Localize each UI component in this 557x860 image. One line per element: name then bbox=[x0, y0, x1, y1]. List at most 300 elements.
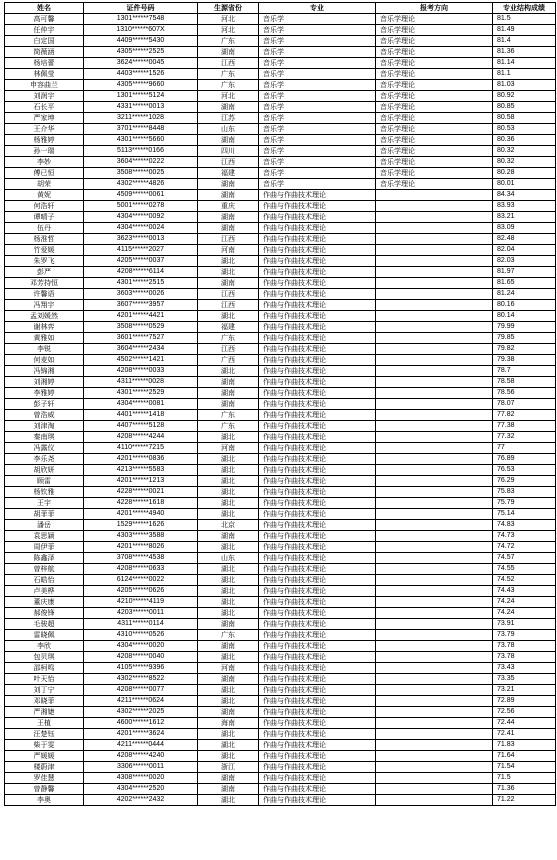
cell-province: 山东 bbox=[198, 124, 259, 135]
table-row bbox=[5, 25, 556, 36]
cell-score: 72.89 bbox=[493, 696, 556, 707]
cell-score: 81.1 bbox=[493, 69, 556, 80]
cell-name: 任仲宇 bbox=[5, 25, 84, 36]
cell-province: 湖北 bbox=[198, 740, 259, 751]
cell-score: 79.82 bbox=[493, 344, 556, 355]
cell-id-number: 4201******4940 bbox=[84, 509, 198, 520]
cell-direction: 音乐学理论 bbox=[376, 146, 493, 157]
cell-province: 湖北 bbox=[198, 487, 259, 498]
table-row bbox=[5, 619, 556, 630]
cell-score: 80.36 bbox=[493, 135, 556, 146]
cell-province: 湖南 bbox=[198, 531, 259, 542]
cell-direction bbox=[376, 476, 493, 487]
table-row bbox=[5, 542, 556, 553]
table-row bbox=[5, 421, 556, 432]
col-header-score: 专业结构成绩 bbox=[493, 3, 556, 14]
cell-direction bbox=[376, 454, 493, 465]
table-row bbox=[5, 685, 556, 696]
cell-score: 83.93 bbox=[493, 201, 556, 212]
cell-score: 77.38 bbox=[493, 421, 556, 432]
cell-direction bbox=[376, 608, 493, 619]
cell-province: 湖北 bbox=[198, 685, 259, 696]
cell-major: 作曲与作曲技术理论 bbox=[259, 300, 376, 311]
cell-name: 竹爱媛 bbox=[5, 245, 84, 256]
cell-name: 何浩轩 bbox=[5, 201, 84, 212]
cell-score: 74.24 bbox=[493, 597, 556, 608]
cell-name: 谢林弈 bbox=[5, 322, 84, 333]
cell-major: 作曲与作曲技术理论 bbox=[259, 190, 376, 201]
table-row bbox=[5, 586, 556, 597]
cell-province: 湖北 bbox=[198, 729, 259, 740]
cell-id-number: 3603******0026 bbox=[84, 289, 198, 300]
cell-direction bbox=[376, 377, 493, 388]
cell-score: 73.43 bbox=[493, 663, 556, 674]
cell-province: 湖北 bbox=[198, 575, 259, 586]
cell-id-number: 4304******0024 bbox=[84, 223, 198, 234]
cell-score: 71.54 bbox=[493, 762, 556, 773]
cell-name: 高可馨 bbox=[5, 14, 84, 25]
table-row bbox=[5, 773, 556, 784]
cell-score: 80.85 bbox=[493, 102, 556, 113]
cell-direction: 音乐学理论 bbox=[376, 25, 493, 36]
cell-province: 浙江 bbox=[198, 762, 259, 773]
cell-name: 申容曲兰 bbox=[5, 80, 84, 91]
cell-direction bbox=[376, 421, 493, 432]
cell-major: 音乐学 bbox=[259, 157, 376, 168]
table-row bbox=[5, 476, 556, 487]
cell-direction: 音乐学理论 bbox=[376, 91, 493, 102]
cell-score: 74.73 bbox=[493, 531, 556, 542]
cell-name: 包贝琪 bbox=[5, 652, 84, 663]
table-row bbox=[5, 256, 556, 267]
table-row bbox=[5, 641, 556, 652]
table-row bbox=[5, 751, 556, 762]
cell-name: 严湘婕 bbox=[5, 707, 84, 718]
table-row bbox=[5, 124, 556, 135]
cell-id-number: 4213******5583 bbox=[84, 465, 198, 476]
cell-direction bbox=[376, 399, 493, 410]
cell-name: 邵柯鸣 bbox=[5, 663, 84, 674]
cell-major: 音乐学 bbox=[259, 113, 376, 124]
table-row bbox=[5, 366, 556, 377]
cell-major: 音乐学 bbox=[259, 146, 376, 157]
cell-direction bbox=[376, 718, 493, 729]
table-row bbox=[5, 520, 556, 531]
cell-major: 音乐学 bbox=[259, 69, 376, 80]
cell-id-number: 4208******0633 bbox=[84, 564, 198, 575]
cell-score: 77 bbox=[493, 443, 556, 454]
cell-major: 作曲与作曲技术理论 bbox=[259, 234, 376, 245]
cell-score: 73.78 bbox=[493, 652, 556, 663]
score-table bbox=[4, 2, 556, 806]
cell-direction bbox=[376, 388, 493, 399]
cell-id-number: 4105******9396 bbox=[84, 663, 198, 674]
cell-province: 湖南 bbox=[198, 179, 259, 190]
cell-major: 作曲与作曲技术理论 bbox=[259, 652, 376, 663]
cell-major: 音乐学 bbox=[259, 58, 376, 69]
cell-score: 80.32 bbox=[493, 157, 556, 168]
cell-direction bbox=[376, 234, 493, 245]
cell-score: 80.53 bbox=[493, 124, 556, 135]
cell-id-number: 4208******4240 bbox=[84, 751, 198, 762]
table-row bbox=[5, 630, 556, 641]
cell-name: 彭严 bbox=[5, 267, 84, 278]
col-header-major: 专业 bbox=[259, 3, 376, 14]
cell-province: 福建 bbox=[198, 168, 259, 179]
cell-province: 湖北 bbox=[198, 476, 259, 487]
cell-score: 82.04 bbox=[493, 245, 556, 256]
cell-score: 75.79 bbox=[493, 498, 556, 509]
cell-id-number: 4600******1612 bbox=[84, 718, 198, 729]
cell-major: 音乐学 bbox=[259, 168, 376, 179]
cell-province: 广东 bbox=[198, 80, 259, 91]
table-row bbox=[5, 487, 556, 498]
cell-score: 80.32 bbox=[493, 146, 556, 157]
cell-direction bbox=[376, 322, 493, 333]
table-row bbox=[5, 113, 556, 124]
cell-id-number: 4303******3588 bbox=[84, 531, 198, 542]
table-row bbox=[5, 157, 556, 168]
table-row bbox=[5, 784, 556, 795]
cell-score: 76.89 bbox=[493, 454, 556, 465]
cell-major: 音乐学 bbox=[259, 25, 376, 36]
cell-province: 湖南 bbox=[198, 388, 259, 399]
cell-direction bbox=[376, 542, 493, 553]
cell-score: 78.07 bbox=[493, 399, 556, 410]
table-row bbox=[5, 718, 556, 729]
cell-id-number: 1301******7548 bbox=[84, 14, 198, 25]
cell-name: 曾浩威 bbox=[5, 410, 84, 421]
cell-province: 江西 bbox=[198, 58, 259, 69]
cell-name: 郝俊锋 bbox=[5, 608, 84, 619]
cell-province: 湖北 bbox=[198, 498, 259, 509]
cell-province: 河南 bbox=[198, 245, 259, 256]
cell-direction bbox=[376, 553, 493, 564]
cell-direction bbox=[376, 531, 493, 542]
cell-name: 董庆康 bbox=[5, 597, 84, 608]
table-row bbox=[5, 388, 556, 399]
cell-major: 作曲与作曲技术理论 bbox=[259, 410, 376, 421]
cell-id-number: 4302******2025 bbox=[84, 707, 198, 718]
cell-name: 叶天怡 bbox=[5, 674, 84, 685]
cell-major: 作曲与作曲技术理论 bbox=[259, 421, 376, 432]
cell-direction: 音乐学理论 bbox=[376, 135, 493, 146]
cell-name: 杨钦雅 bbox=[5, 487, 84, 498]
cell-major: 音乐学 bbox=[259, 47, 376, 58]
cell-major: 作曲与作曲技术理论 bbox=[259, 476, 376, 487]
cell-score: 81.36 bbox=[493, 47, 556, 58]
cell-province: 湖南 bbox=[198, 619, 259, 630]
cell-score: 83.21 bbox=[493, 212, 556, 223]
cell-province: 湖北 bbox=[198, 465, 259, 476]
cell-score: 73.79 bbox=[493, 630, 556, 641]
cell-name: 何麦如 bbox=[5, 355, 84, 366]
table-row bbox=[5, 663, 556, 674]
cell-direction bbox=[376, 366, 493, 377]
cell-major: 作曲与作曲技术理论 bbox=[259, 388, 376, 399]
cell-direction bbox=[376, 674, 493, 685]
cell-name: 谭晴子 bbox=[5, 212, 84, 223]
cell-direction bbox=[376, 652, 493, 663]
cell-name: 周伊菲 bbox=[5, 542, 84, 553]
col-header-direction: 报考方向 bbox=[376, 3, 493, 14]
cell-id-number: 4228******1618 bbox=[84, 498, 198, 509]
cell-major: 音乐学 bbox=[259, 80, 376, 91]
cell-direction bbox=[376, 564, 493, 575]
cell-name: 雷晓佩 bbox=[5, 630, 84, 641]
cell-name: 李妙 bbox=[5, 157, 84, 168]
cell-name: 冯翔宇 bbox=[5, 300, 84, 311]
cell-direction: 音乐学理论 bbox=[376, 179, 493, 190]
table-row bbox=[5, 696, 556, 707]
cell-province: 河北 bbox=[198, 14, 259, 25]
cell-major: 音乐学 bbox=[259, 14, 376, 25]
table-row bbox=[5, 267, 556, 278]
cell-id-number: 4311******0114 bbox=[84, 619, 198, 630]
cell-direction bbox=[376, 344, 493, 355]
cell-major: 作曲与作曲技术理论 bbox=[259, 355, 376, 366]
cell-id-number: 3508******0529 bbox=[84, 322, 198, 333]
table-row bbox=[5, 14, 556, 25]
cell-name: 傅已恒 bbox=[5, 168, 84, 179]
table-row bbox=[5, 729, 556, 740]
table-row bbox=[5, 795, 556, 806]
table-row bbox=[5, 36, 556, 47]
table-row bbox=[5, 91, 556, 102]
cell-score: 71.36 bbox=[493, 784, 556, 795]
table-row bbox=[5, 179, 556, 190]
cell-id-number: 4208******6114 bbox=[84, 267, 198, 278]
cell-major: 作曲与作曲技术理论 bbox=[259, 575, 376, 586]
table-row bbox=[5, 146, 556, 157]
table-body bbox=[5, 14, 556, 806]
cell-direction: 音乐学理论 bbox=[376, 58, 493, 69]
cell-direction bbox=[376, 773, 493, 784]
cell-direction bbox=[376, 201, 493, 212]
cell-province: 湖南 bbox=[198, 377, 259, 388]
cell-id-number: 4302******8522 bbox=[84, 674, 198, 685]
cell-direction bbox=[376, 465, 493, 476]
cell-major: 作曲与作曲技术理论 bbox=[259, 509, 376, 520]
cell-major: 作曲与作曲技术理论 bbox=[259, 201, 376, 212]
cell-score: 80.14 bbox=[493, 311, 556, 322]
table-row bbox=[5, 201, 556, 212]
cell-name: 李奥 bbox=[5, 795, 84, 806]
cell-province: 湖北 bbox=[198, 597, 259, 608]
cell-score: 76.53 bbox=[493, 465, 556, 476]
cell-name: 刘润宇 bbox=[5, 91, 84, 102]
cell-id-number: 4110******7215 bbox=[84, 443, 198, 454]
cell-province: 河南 bbox=[198, 443, 259, 454]
cell-name: 黄雅如 bbox=[5, 333, 84, 344]
cell-province: 湖南 bbox=[198, 47, 259, 58]
cell-province: 湖南 bbox=[198, 399, 259, 410]
cell-major: 作曲与作曲技术理论 bbox=[259, 773, 376, 784]
cell-id-number: 3708******4538 bbox=[84, 553, 198, 564]
cell-name: 杨雅婷 bbox=[5, 135, 84, 146]
cell-direction bbox=[376, 300, 493, 311]
cell-direction bbox=[376, 333, 493, 344]
cell-name: 柴于雯 bbox=[5, 740, 84, 751]
cell-province: 广西 bbox=[198, 355, 259, 366]
cell-score: 74.55 bbox=[493, 564, 556, 575]
cell-province: 湖北 bbox=[198, 432, 259, 443]
cell-direction bbox=[376, 311, 493, 322]
cell-name: 严媛媛 bbox=[5, 751, 84, 762]
cell-direction bbox=[376, 685, 493, 696]
cell-score: 81.4 bbox=[493, 36, 556, 47]
cell-id-number: 3607******3957 bbox=[84, 300, 198, 311]
cell-id-number: 5113******0166 bbox=[84, 146, 198, 157]
cell-id-number: 1301******5124 bbox=[84, 91, 198, 102]
cell-name: 石皓怡 bbox=[5, 575, 84, 586]
cell-province: 北京 bbox=[198, 520, 259, 531]
cell-score: 81.97 bbox=[493, 267, 556, 278]
cell-score: 74.72 bbox=[493, 542, 556, 553]
cell-id-number: 4210******4119 bbox=[84, 597, 198, 608]
table-row bbox=[5, 498, 556, 509]
cell-id-number: 4310******0526 bbox=[84, 630, 198, 641]
cell-province: 湖北 bbox=[198, 795, 259, 806]
table-row bbox=[5, 564, 556, 575]
cell-province: 江西 bbox=[198, 289, 259, 300]
cell-id-number: 4301******2529 bbox=[84, 388, 198, 399]
cell-id-number: 1529******1626 bbox=[84, 520, 198, 531]
cell-name: 杨培蕾 bbox=[5, 58, 84, 69]
cell-id-number: 4301******5660 bbox=[84, 135, 198, 146]
cell-direction bbox=[376, 432, 493, 443]
cell-direction bbox=[376, 740, 493, 751]
cell-major: 作曲与作曲技术理论 bbox=[259, 432, 376, 443]
table-row bbox=[5, 432, 556, 443]
cell-name: 朱罗飞 bbox=[5, 256, 84, 267]
table-row bbox=[5, 223, 556, 234]
cell-id-number: 4403******1526 bbox=[84, 69, 198, 80]
header-row bbox=[5, 3, 556, 14]
table-row bbox=[5, 399, 556, 410]
cell-score: 73.91 bbox=[493, 619, 556, 630]
cell-name: 曾静馨 bbox=[5, 784, 84, 795]
table-row bbox=[5, 135, 556, 146]
cell-name: 严家坤 bbox=[5, 113, 84, 124]
cell-name: 顾雷 bbox=[5, 476, 84, 487]
cell-score: 81.24 bbox=[493, 289, 556, 300]
cell-direction: 音乐学理论 bbox=[376, 168, 493, 179]
cell-id-number: 3624******0045 bbox=[84, 58, 198, 69]
cell-direction: 音乐学理论 bbox=[376, 80, 493, 91]
cell-major: 作曲与作曲技术理论 bbox=[259, 707, 376, 718]
cell-id-number: 4331******0013 bbox=[84, 102, 198, 113]
table-row bbox=[5, 509, 556, 520]
cell-direction bbox=[376, 520, 493, 531]
cell-province: 湖南 bbox=[198, 212, 259, 223]
cell-id-number: 4409******5430 bbox=[84, 36, 198, 47]
table-row bbox=[5, 575, 556, 586]
table-row bbox=[5, 278, 556, 289]
cell-id-number: 4201******3624 bbox=[84, 729, 198, 740]
col-header-province: 生源省份 bbox=[198, 3, 259, 14]
cell-name: 王介华 bbox=[5, 124, 84, 135]
cell-major: 作曲与作曲技术理论 bbox=[259, 333, 376, 344]
cell-score: 71.83 bbox=[493, 740, 556, 751]
cell-province: 湖北 bbox=[198, 509, 259, 520]
cell-score: 80.16 bbox=[493, 300, 556, 311]
cell-score: 72.56 bbox=[493, 707, 556, 718]
cell-direction bbox=[376, 410, 493, 421]
cell-id-number: 4205******0626 bbox=[84, 586, 198, 597]
cell-major: 作曲与作曲技术理论 bbox=[259, 696, 376, 707]
cell-id-number: 4228******0021 bbox=[84, 487, 198, 498]
cell-name: 胡欣妍 bbox=[5, 465, 84, 476]
cell-major: 作曲与作曲技术理论 bbox=[259, 795, 376, 806]
cell-score: 73.21 bbox=[493, 685, 556, 696]
cell-province: 湖北 bbox=[198, 751, 259, 762]
cell-major: 音乐学 bbox=[259, 36, 376, 47]
table-row bbox=[5, 762, 556, 773]
cell-score: 74.43 bbox=[493, 586, 556, 597]
cell-name: 汪楚钰 bbox=[5, 729, 84, 740]
table-row bbox=[5, 377, 556, 388]
cell-id-number: 4509******0061 bbox=[84, 190, 198, 201]
cell-id-number: 4502******1421 bbox=[84, 355, 198, 366]
cell-id-number: 3701******8448 bbox=[84, 124, 198, 135]
cell-direction bbox=[376, 212, 493, 223]
cell-major: 作曲与作曲技术理论 bbox=[259, 784, 376, 795]
cell-name: 简薇涵 bbox=[5, 47, 84, 58]
cell-score: 77.32 bbox=[493, 432, 556, 443]
cell-score: 79.38 bbox=[493, 355, 556, 366]
cell-direction bbox=[376, 641, 493, 652]
cell-name: 白定国 bbox=[5, 36, 84, 47]
cell-name: 彭子轩 bbox=[5, 399, 84, 410]
cell-direction bbox=[376, 487, 493, 498]
cell-province: 山东 bbox=[198, 553, 259, 564]
cell-major: 作曲与作曲技术理论 bbox=[259, 729, 376, 740]
cell-name: 曾梓航 bbox=[5, 564, 84, 575]
cell-id-number: 3211******1028 bbox=[84, 113, 198, 124]
cell-province: 广东 bbox=[198, 333, 259, 344]
cell-score: 80.58 bbox=[493, 113, 556, 124]
cell-major: 作曲与作曲技术理论 bbox=[259, 278, 376, 289]
cell-id-number: 4301******2515 bbox=[84, 278, 198, 289]
cell-score: 81.5 bbox=[493, 14, 556, 25]
cell-major: 作曲与作曲技术理论 bbox=[259, 718, 376, 729]
table-row bbox=[5, 234, 556, 245]
cell-major: 作曲与作曲技术理论 bbox=[259, 630, 376, 641]
cell-name: 秦南琪 bbox=[5, 432, 84, 443]
cell-id-number: 4311******0028 bbox=[84, 377, 198, 388]
cell-major: 作曲与作曲技术理论 bbox=[259, 542, 376, 553]
cell-id-number: 4302******4826 bbox=[84, 179, 198, 190]
cell-name: 卢美桦 bbox=[5, 586, 84, 597]
cell-province: 海南 bbox=[198, 718, 259, 729]
cell-score: 74.57 bbox=[493, 553, 556, 564]
cell-id-number: 4305******9660 bbox=[84, 80, 198, 91]
cell-score: 78.7 bbox=[493, 366, 556, 377]
cell-major: 作曲与作曲技术理论 bbox=[259, 762, 376, 773]
cell-id-number: 4211******0624 bbox=[84, 696, 198, 707]
cell-province: 湖北 bbox=[198, 608, 259, 619]
cell-direction: 音乐学理论 bbox=[376, 102, 493, 113]
cell-name: 袁思颖 bbox=[5, 531, 84, 542]
cell-name: 楼蔚津 bbox=[5, 762, 84, 773]
cell-major: 音乐学 bbox=[259, 179, 376, 190]
cell-province: 重庆 bbox=[198, 201, 259, 212]
cell-province: 湖北 bbox=[198, 267, 259, 278]
cell-major: 作曲与作曲技术理论 bbox=[259, 674, 376, 685]
table-row bbox=[5, 47, 556, 58]
cell-score: 71.64 bbox=[493, 751, 556, 762]
